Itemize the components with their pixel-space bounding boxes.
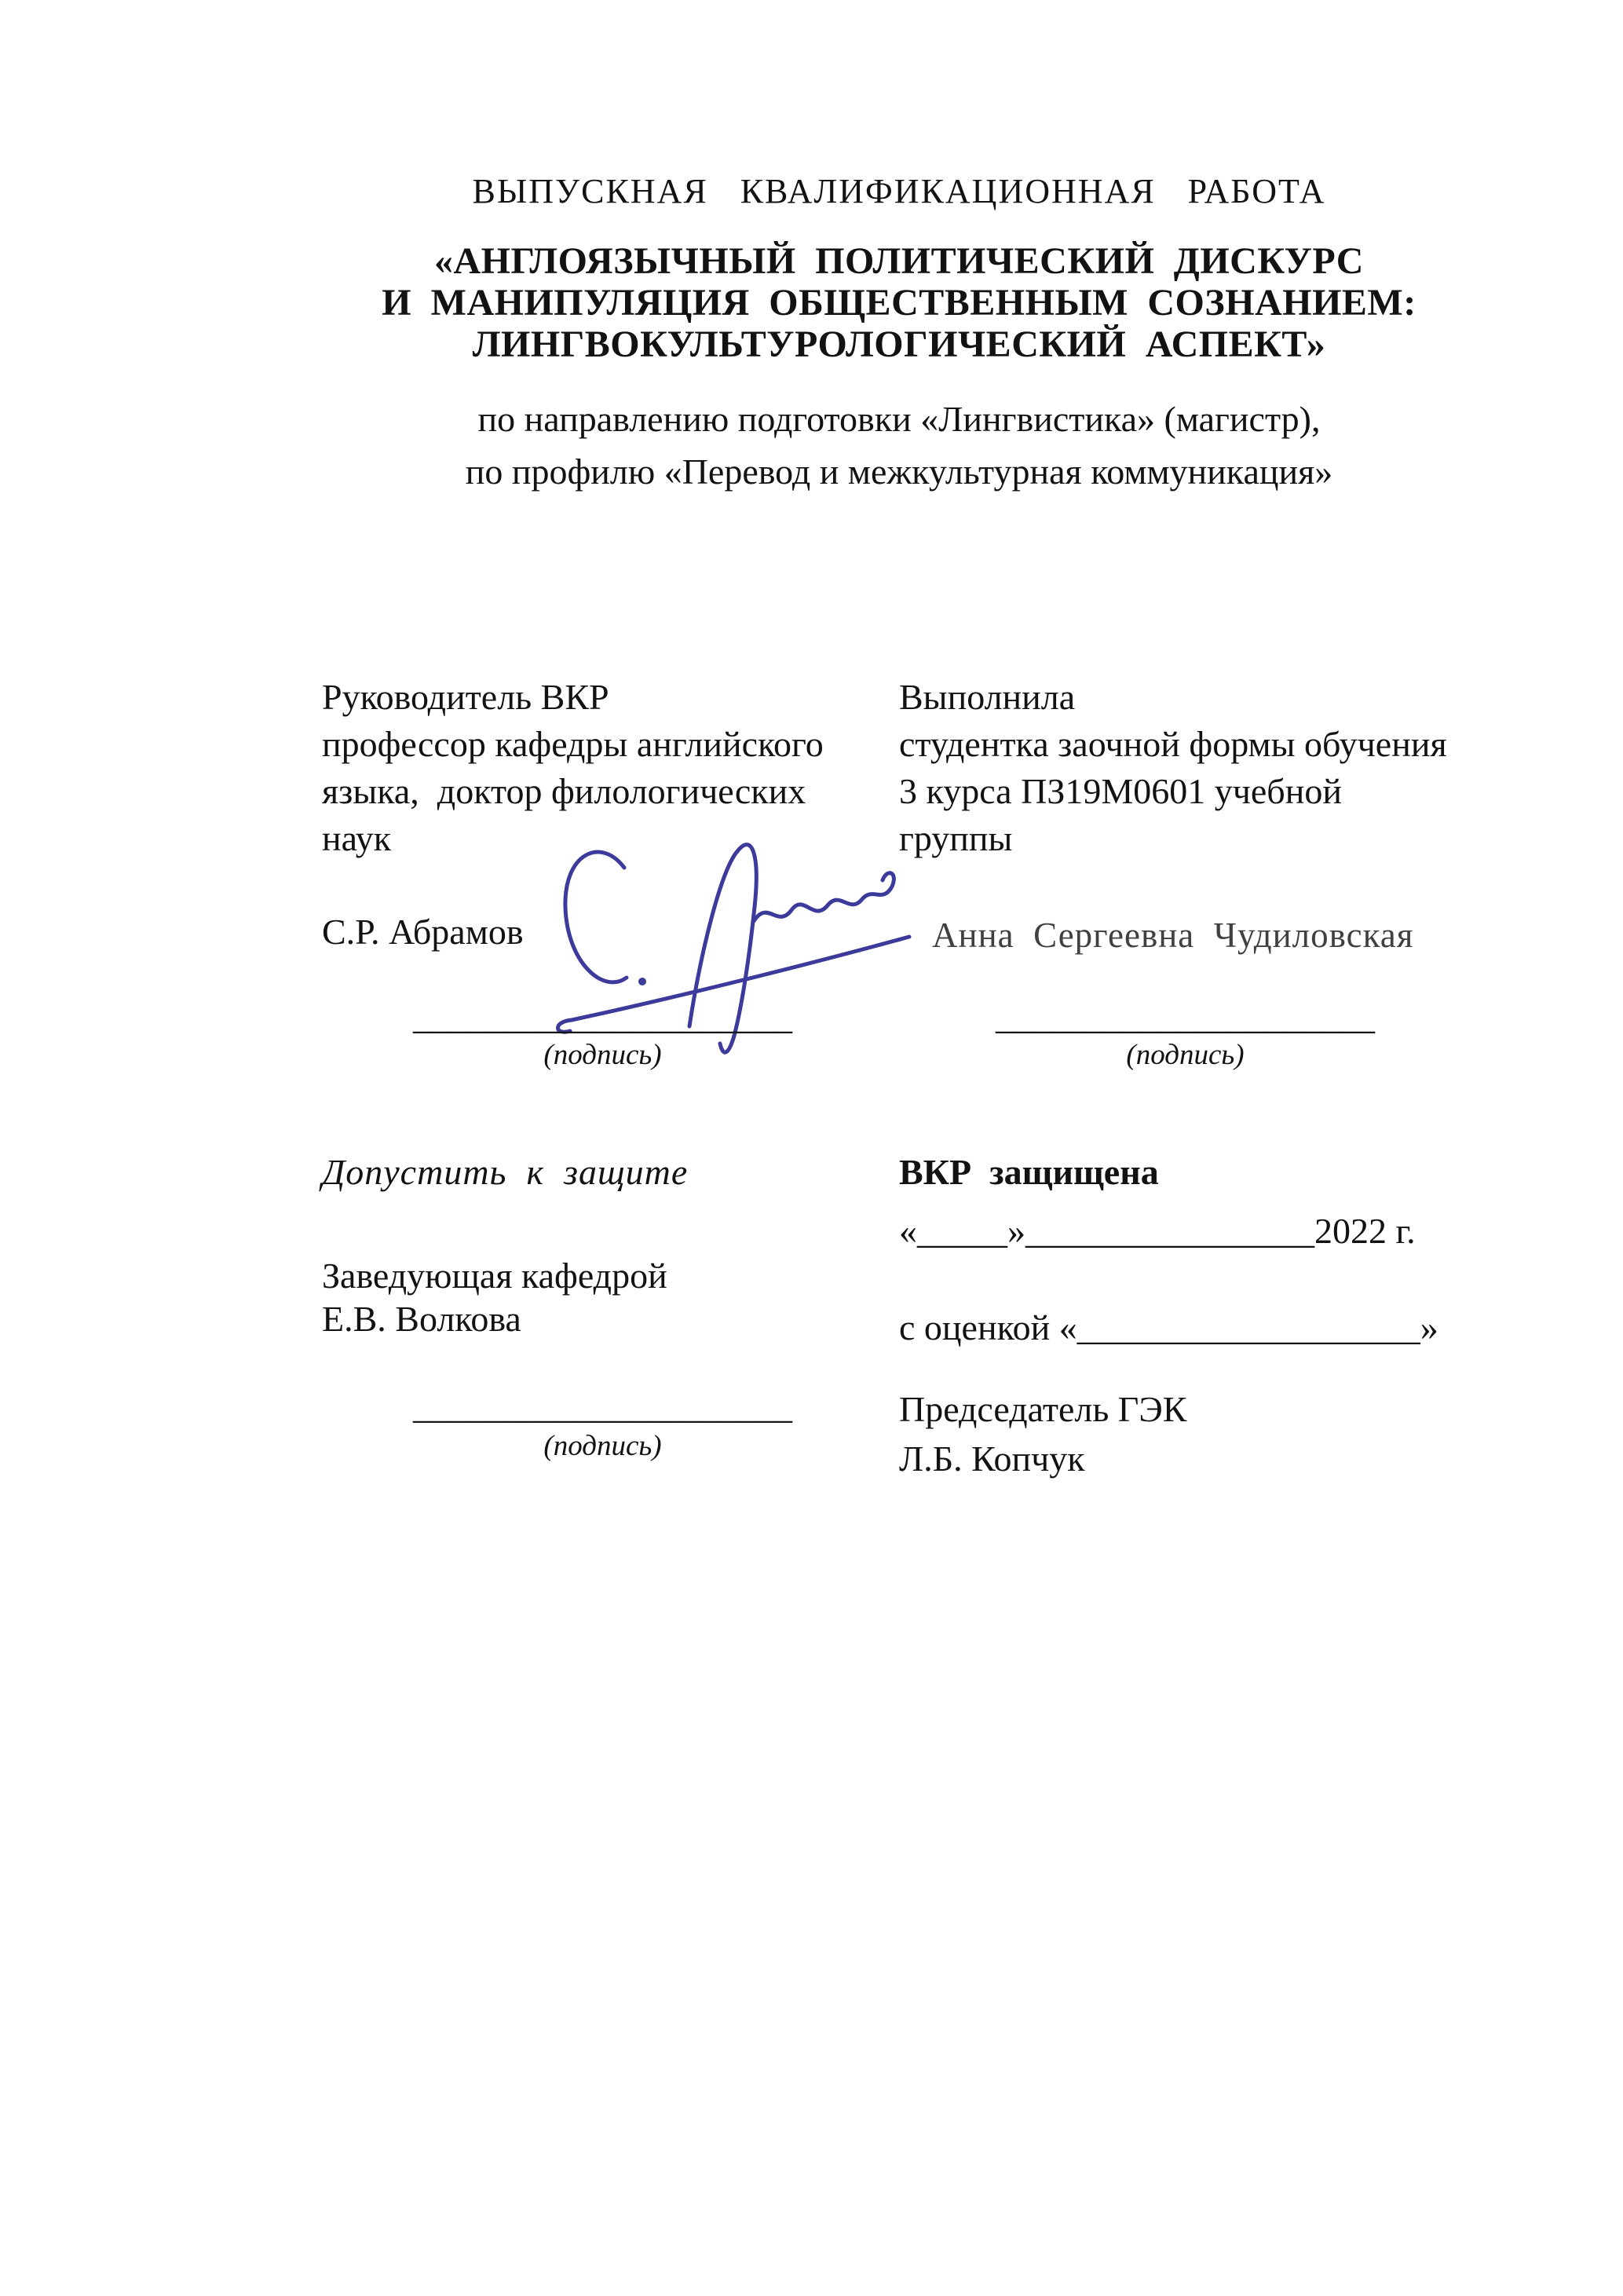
defense-grade-blank-line: с оценкой «___________________» [899, 1307, 1438, 1347]
department-head-signature-caption: (подпись) [543, 1430, 662, 1462]
thesis-title-line-3: ЛИНГВОКУЛЬТУРОЛОГИЧЕСКИЙ АСПЕКТ» [472, 324, 1326, 365]
study-program-line: по направлению подготовки «Лингвистика» (магистр), [477, 399, 1321, 439]
student-role-line-1: Выполнила [899, 677, 1076, 717]
defense-date-blank-line: «_____»________________2022 г. [899, 1211, 1416, 1251]
supervisor-role-line-3: языка, доктор филологических [322, 771, 806, 811]
supervisor-role-line-4: наук [322, 818, 392, 858]
student-role-line-4: группы [899, 818, 1013, 858]
thesis-title-line-1: «АНГЛОЯЗЫЧНЫЙ ПОЛИТИЧЕСКИЙ ДИСКУРС [434, 240, 1364, 282]
student-signature-caption: (подпись) [1126, 1039, 1245, 1071]
student-role-line-2: студентка заочной формы обучения [899, 724, 1447, 764]
supervisor-name: С.Р. Абрамов [322, 912, 524, 952]
department-head-signature-line: _____________________ [413, 1386, 792, 1426]
thesis-title-line-2: И МАНИПУЛЯЦИЯ ОБЩЕСТВЕННЫМ СОЗНАНИЕМ: [382, 282, 1416, 324]
gek-chair-role: Председатель ГЭК [899, 1389, 1187, 1429]
defense-defended-label: ВКР защищена [899, 1152, 1159, 1192]
student-role-block [899, 674, 1559, 862]
gek-chair-name: Л.Б. Копчук [899, 1439, 1085, 1479]
supervisor-role-line-1: Руководитель ВКР [322, 677, 609, 717]
supervisor-role-line-2: профессор кафедры английского [322, 724, 824, 764]
student-role-line-3: 3 курса ПЗ19М0601 учебной [899, 771, 1342, 811]
department-head-name: Е.В. Волкова [322, 1299, 521, 1339]
study-profile-line: по профилю «Перевод и межкультурная коммуникация» [465, 452, 1333, 492]
student-signature-line: _____________________ [996, 996, 1375, 1036]
document-type-heading: ВЫПУСКНАЯ КВАЛИФИКАЦИОННАЯ РАБОТА [472, 172, 1326, 210]
student-name: Анна Сергеевна Чудиловская [932, 916, 1414, 955]
admission-permit-line: Допустить к защите [322, 1152, 689, 1192]
department-head-role: Заведующая кафедрой [322, 1256, 667, 1296]
supervisor-signature-line: _____________________ [413, 996, 792, 1036]
supervisor-signature-caption: (подпись) [543, 1039, 662, 1071]
thesis-title [322, 240, 1476, 365]
